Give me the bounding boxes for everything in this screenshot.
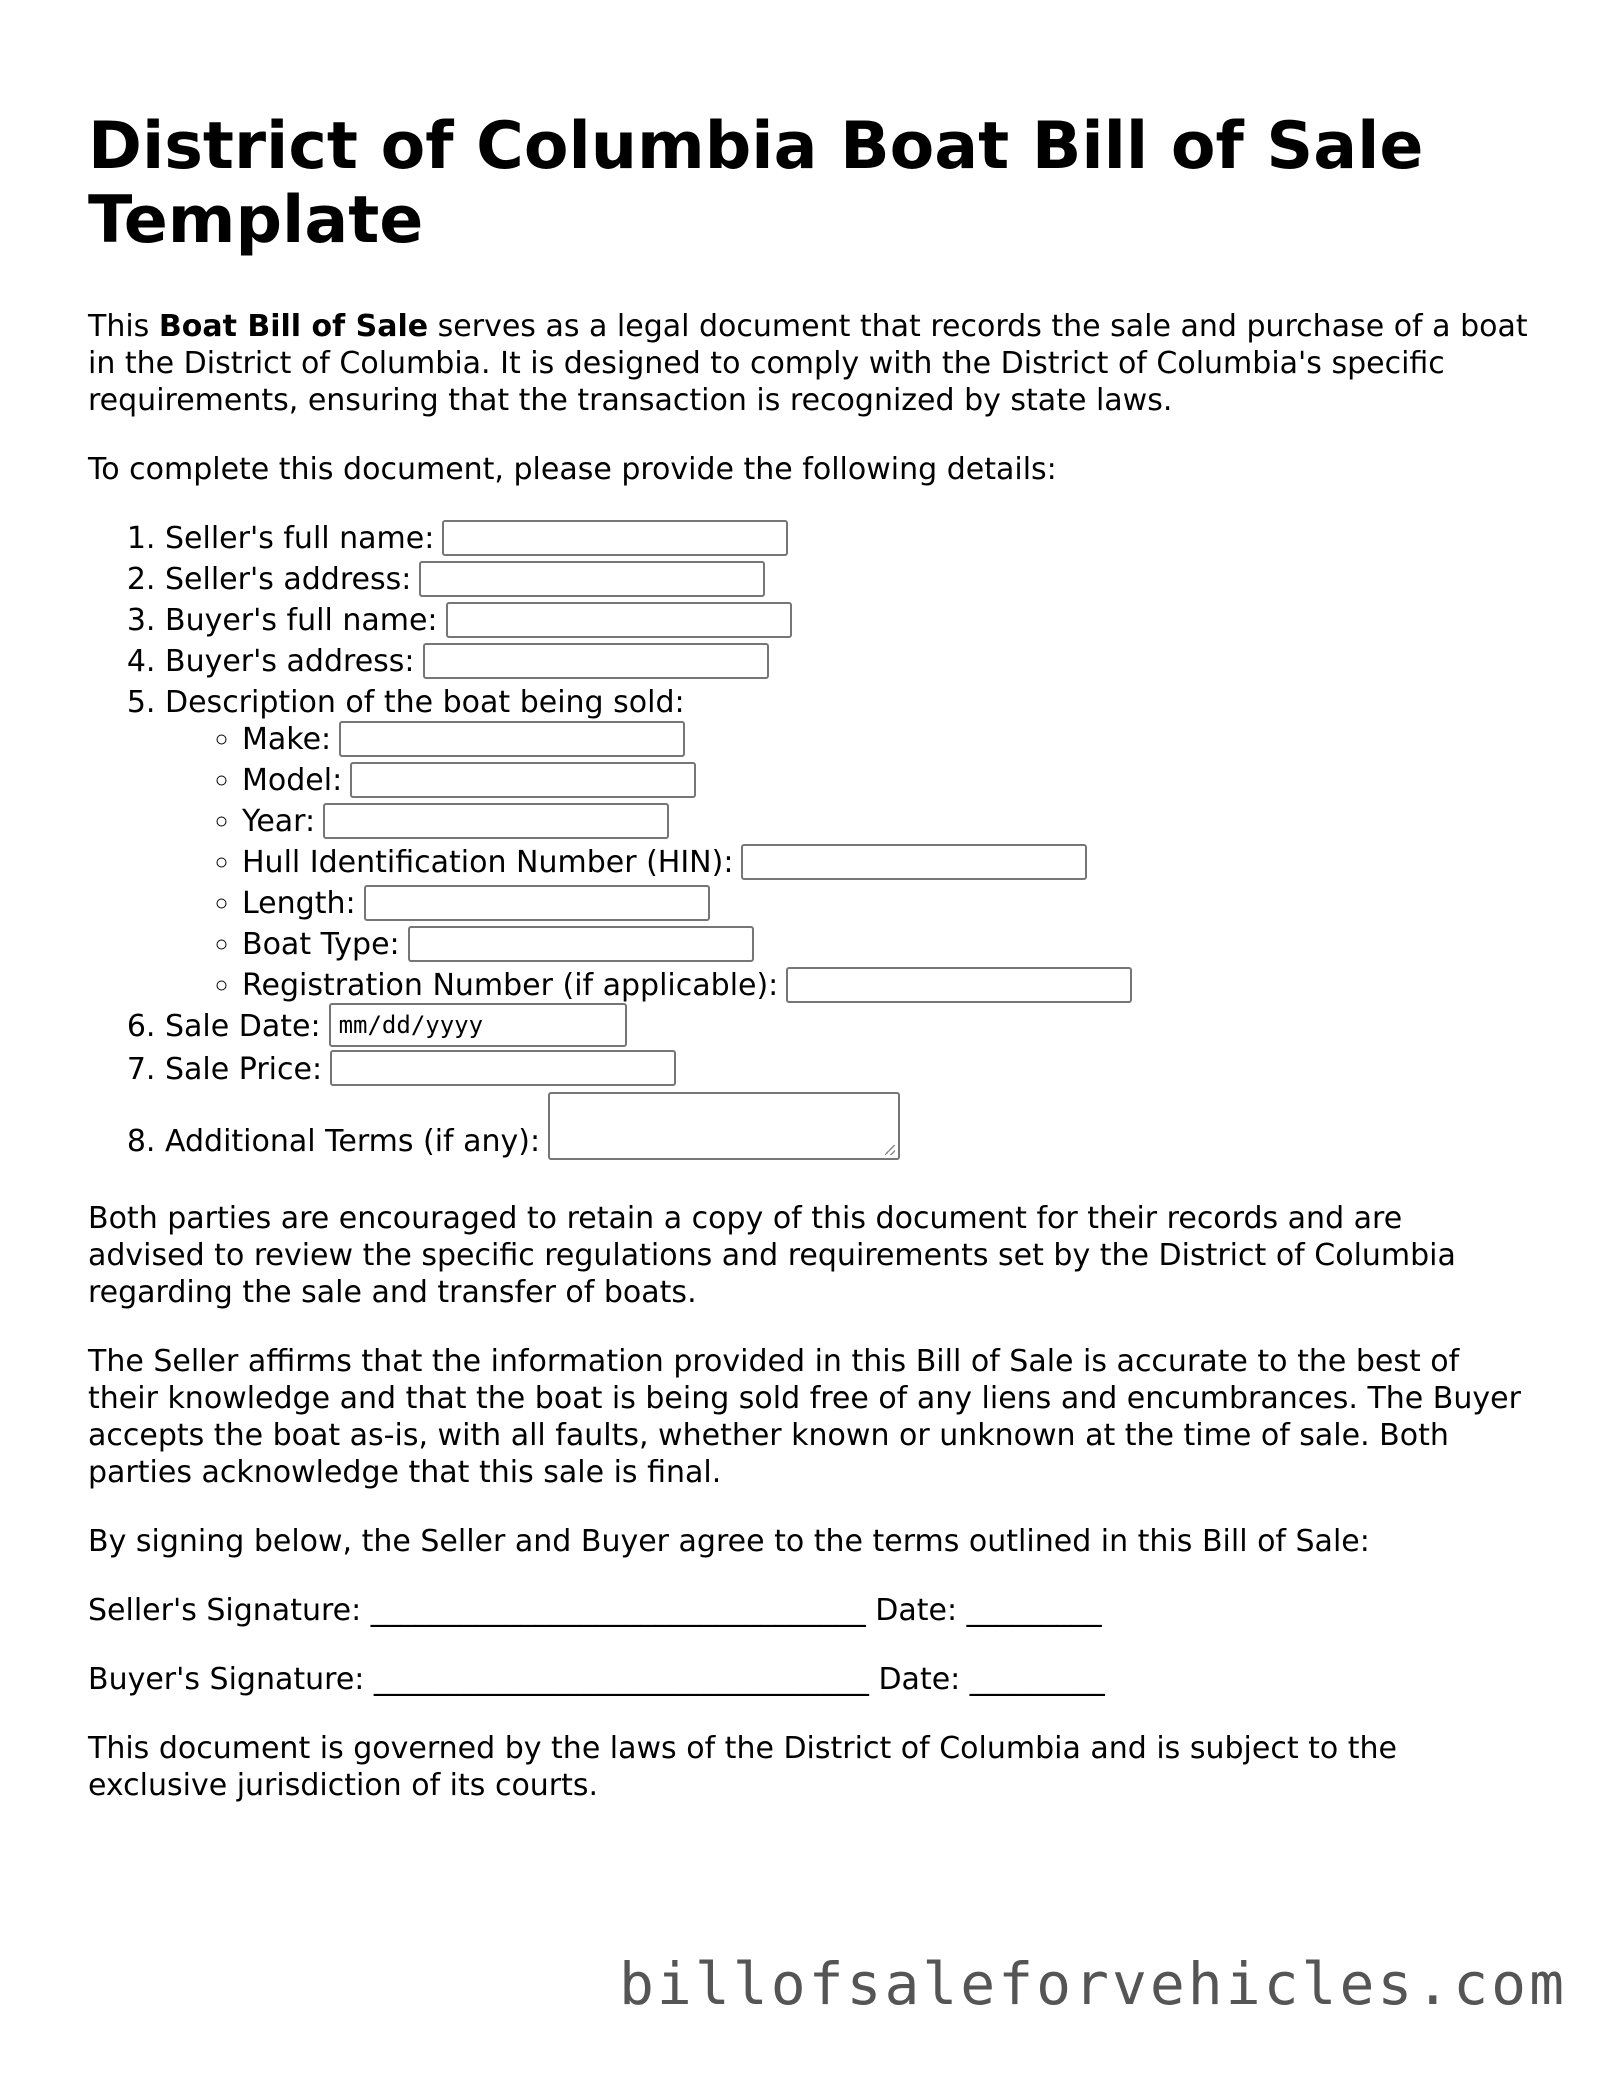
make-input[interactable] <box>339 721 685 757</box>
list-item-registration <box>242 967 1528 1004</box>
additional-terms-label: Additional Terms (if any): <box>165 1123 541 1159</box>
year-label: Year: <box>242 804 316 839</box>
year-input[interactable] <box>323 803 669 839</box>
sale-date-input[interactable]: mm/dd/yyyy <box>329 1003 627 1047</box>
sale-date-label: Sale Date: <box>165 1009 321 1044</box>
hin-input[interactable] <box>741 844 1087 880</box>
buyer-name-input[interactable] <box>446 602 792 638</box>
seller-signature-line: Seller's Signature: _________________________________ Date: _________ <box>88 1592 1102 1628</box>
model-label: Model: <box>242 763 343 798</box>
intro-suffix: serves as a legal document that records the sale and purchase of a boat in the District of Columbia. It is designed to comply with the District of Columbia's specific requirements, ensuring that the transaction is recognized by state laws. <box>88 309 1528 418</box>
list-item-sale-price <box>165 1051 1528 1088</box>
intro-paragraph <box>88 308 1528 419</box>
sale-price-input[interactable] <box>330 1050 676 1086</box>
registration-input[interactable] <box>786 967 1132 1003</box>
model-input[interactable] <box>350 762 696 798</box>
resize-grip-icon[interactable] <box>885 1145 895 1155</box>
boat-type-input[interactable] <box>408 926 754 962</box>
instruction-text: To complete this document, please provide the following details: <box>88 452 1057 487</box>
document-page <box>88 110 1528 1836</box>
details-list <box>88 520 1528 1160</box>
buyer-name-label: Buyer's full name: <box>165 603 438 638</box>
signing-paragraph: By signing below, the Seller and Buyer agree to the terms outlined in this Bill of Sale: <box>88 1523 1370 1559</box>
affirm-paragraph: The Seller affirms that the information provided in this Bill of Sale is accurate to the best of their knowledge and that the boat is being sold free of any liens and encumbrances. The Buyer accepts the boat as-is, with all faults, whether known or unknown at the time of sale. Both parties acknowledge that this sale is final. <box>88 1343 1521 1490</box>
governed-paragraph: This document is governed by the laws of the District of Columbia and is subject to the exclusive jurisdiction of its courts. <box>88 1730 1397 1803</box>
hin-label: Hull Identification Number (HIN): <box>242 845 734 880</box>
list-item-model <box>242 762 1528 799</box>
list-item-sale-date <box>165 1008 1528 1047</box>
buyer-signature-line: Buyer's Signature: _________________________________ Date: _________ <box>88 1661 1105 1697</box>
intro-prefix: This <box>88 309 159 344</box>
page-title: District of Columbia Boat Bill of Sale Template <box>88 109 1424 258</box>
list-item-seller-name <box>165 520 1528 557</box>
list-item-buyer-name <box>165 602 1528 639</box>
list-item-seller-address <box>165 561 1528 598</box>
length-input[interactable] <box>364 885 710 921</box>
footer-watermark: billofsaleforvehicles.com <box>619 1950 1567 2018</box>
boat-type-label: Boat Type: <box>242 927 400 962</box>
list-item-buyer-address <box>165 643 1528 680</box>
intro-bold: Boat Bill of Sale <box>158 309 429 344</box>
list-item-make <box>242 721 1528 758</box>
boat-description-list <box>165 721 1528 1004</box>
seller-address-label: Seller's address: <box>165 562 412 597</box>
seller-name-label: Seller's full name: <box>165 521 435 556</box>
buyer-address-input[interactable] <box>423 643 769 679</box>
list-item-hin <box>242 844 1528 881</box>
list-item-additional-terms <box>165 1092 1528 1160</box>
registration-label: Registration Number (if applicable): <box>242 968 779 1003</box>
list-item-boat-type <box>242 926 1528 963</box>
list-item-length <box>242 885 1528 922</box>
seller-address-input[interactable] <box>419 561 765 597</box>
copy-paragraph: Both parties are encouraged to retain a copy of this document for their records and are advised to review the specific regulations and requirements set by the District of Columbia regarding the sale and transfer of boats. <box>88 1200 1456 1310</box>
seller-name-input[interactable] <box>442 520 788 556</box>
buyer-address-label: Buyer's address: <box>165 644 415 679</box>
list-item-description <box>165 684 1528 1004</box>
make-label: Make: <box>242 722 332 757</box>
sale-price-label: Sale Price: <box>165 1051 323 1087</box>
description-label: Description of the boat being sold: <box>165 685 685 720</box>
list-item-year <box>242 803 1528 840</box>
length-label: Length: <box>242 886 356 921</box>
additional-terms-textarea[interactable] <box>548 1092 900 1160</box>
